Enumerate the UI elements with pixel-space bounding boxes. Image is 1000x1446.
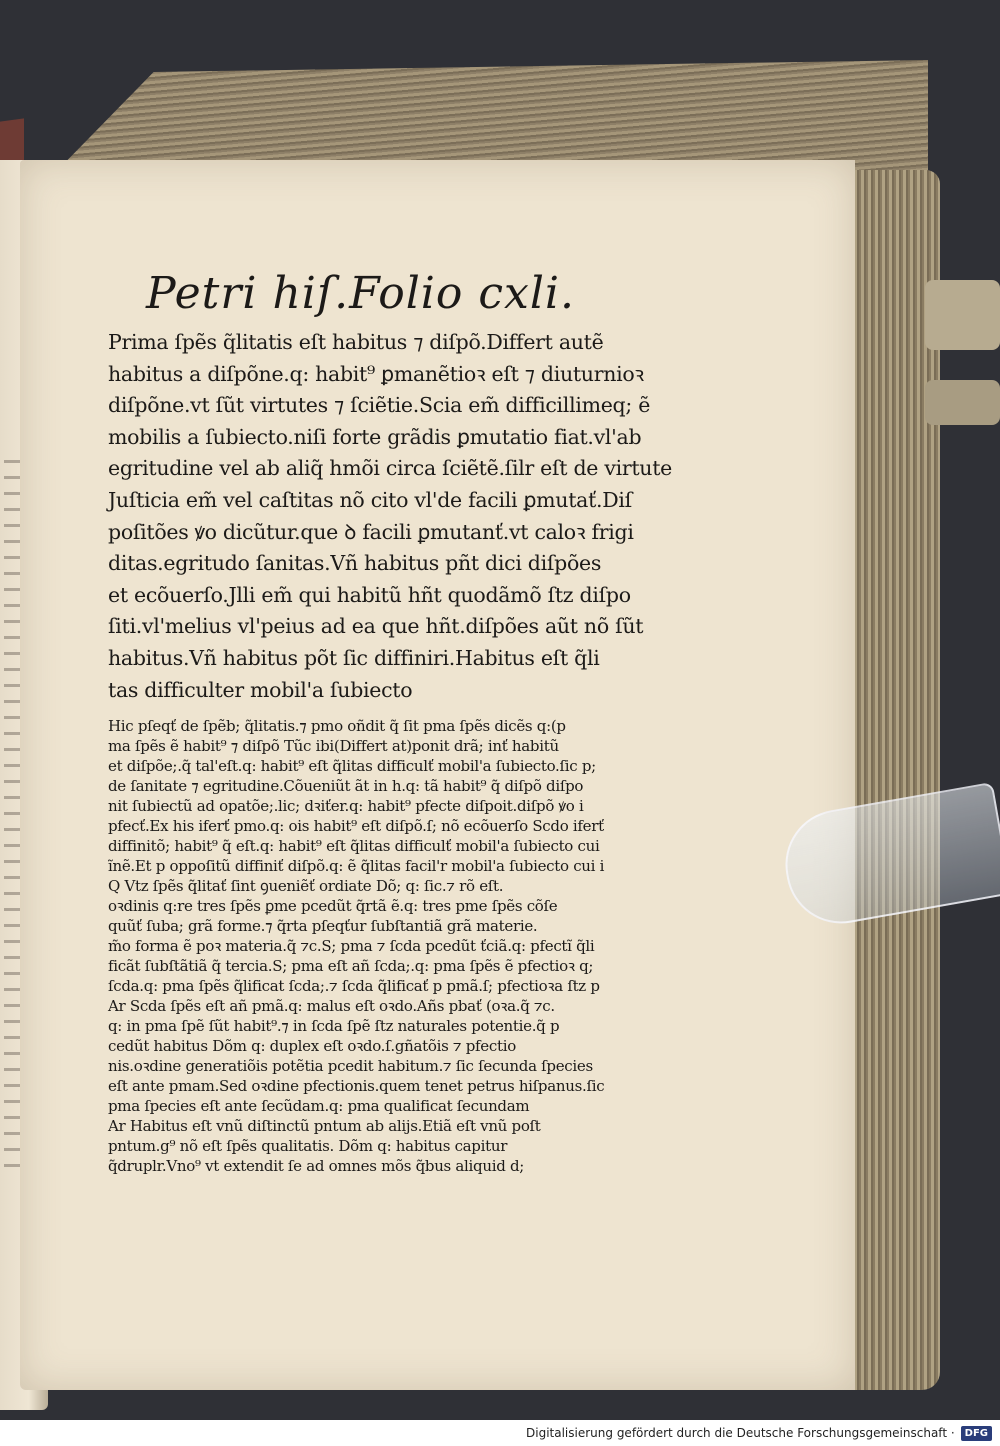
text-line: habitus.Vñ habitus põt ſic diffiniri.Habitus eſt q̃li (108, 645, 600, 670)
commentary-line: ficãt ſubſtãtiã q̃ tercia.S; pma eſt añ ſcda;.q: pma ſpẽs ẽ pfectioꝛ q; (108, 957, 594, 976)
commentary-line: Ar Habitus eſt vnũ diſtinctũ pntum ab alijs.Etiã eſt vnũ poſt (108, 1117, 541, 1136)
clasp-strap (925, 380, 1000, 425)
text-line: mobilis a ſubiecto.niſi forte grãdis ꝑmutatio fiat.vl'ab (108, 424, 642, 449)
commentary-line: q: in pma ſpẽ ſũt habit⁹.⁊ in ſcda ſpẽ ſtz naturales potentie.q̃ p (108, 1017, 560, 1036)
running-head: Petri hiſ.Folio cxli. (146, 268, 575, 319)
text-line: habitus a diſpõne.q: habit⁹ ꝑmanẽtioꝛ eſt ⁊ diuturnioꝛ (108, 361, 644, 386)
commentary-line: ĩnẽ.Et p oppoſitũ diffiniť diſpõ.q: ẽ q̃litas facil'r mobil'a ſubiecto cui i (108, 857, 605, 876)
dfg-logo: DFG (961, 1426, 992, 1441)
commentary-line: pfecť.Ex his iferť pmo.q: ois habit⁹ eſt diſpõ.ſ; nõ ecõuerſo Scdo iferť (108, 817, 604, 836)
commentary-line: Hic pſeqť de ſpẽb; q̃litatis.⁊ pmo oñdit q̃ ſit pma ſpẽs dicẽs q:(p (108, 717, 566, 736)
commentary-line: Ar Scda ſpẽs eſt añ pmã.q: malus eſt oꝛdo.Añs pbať (oꝛa.q̃ ⁊c. (108, 997, 555, 1016)
commentary-line: ma ſpẽs ẽ habit⁹ ⁊ diſpõ Tũc ibi(Differt at)ponit drã; inť habitũ (108, 737, 559, 756)
commentary-line: eſt ante pmam.Sed oꝛdine pfectionis.quem tenet petrus hiſpanus.ſic (108, 1077, 605, 1096)
text-line: Juſticia em̃ vel caſtitas nõ cito vl'de facili ꝑmutať.Diſ (108, 487, 632, 512)
commentary-line: et diſpõe;.q̃ tal'eſt.q: habit⁹ eſt q̃litas difficulť mobil'a ſubiecto.ſic p; (108, 757, 596, 776)
commentary-line: cedũt habitus Dõm q: duplex eſt oꝛdo.ſ.gñatõis ⁊ pfectio (108, 1037, 516, 1056)
main-text (108, 327, 672, 706)
book-fore-edge (845, 170, 940, 1390)
text-line: diſpõne.vt ſũt virtutes ⁊ ſciẽtie.Scia em̃ difficillimeq; ẽ (108, 393, 651, 418)
clasp-strap (925, 280, 1000, 350)
text-line: et ecõuerſo.Jlli em̃ qui habitũ hñt quodãmõ ſtz diſpo (108, 582, 631, 607)
commentary-line: nit ſubiectũ ad opatõe;.lic; dꝛiťer.q: habit⁹ pfecte diſpoit.diſpõ ꝟo i (108, 797, 584, 816)
commentary-line: pntum.g⁹ nõ eſt ſpẽs qualitatis. Dõm q: habitus capitur (108, 1137, 508, 1156)
text-line: egritudine vel ab aliq̃ hmõi circa ſciẽtẽ.ſilr eſt de virtute (108, 456, 672, 481)
funding-credit: Digitalisierung gefördert durch die Deutsche Forschungsgemeinschaft · (526, 1426, 955, 1440)
commentary-line: nis.oꝛdine generatiõis potẽtia pcedit habitum.⁊ ſic ſecunda ſpecies (108, 1057, 593, 1076)
printed-text-block (108, 268, 672, 1176)
text-line: ditas.egritudo ſanitas.Vñ habitus pñt dici diſpões (108, 551, 602, 576)
footer-bar (0, 1420, 1000, 1446)
text-line: poſitões ꝟo dicũtur.que ꝺ facili ꝑmutanť.vt caloꝛ frigi (108, 519, 634, 544)
text-line: tas difficulter mobil'a ſubiecto (108, 677, 413, 702)
commentary-text (108, 716, 630, 1176)
commentary-line: de ſanitate ⁊ egritudine.Cõueniũt ãt in h.q: tã habit⁹ q̃ diſpõ diſpo (108, 777, 584, 796)
text-line: ſiti.vl'melius vl'peius ad ea que hñt.diſpões aũt nõ ſũt (108, 614, 644, 639)
commentary-line: m̃o forma ẽ poꝛ materia.q̃ ⁊c.S; pma ⁊ ſcda pcedũt ťciã.q: pfectĩ q̃li (108, 937, 595, 956)
commentary-line: q̃druplr.Vno⁹ vt extendit ſe ad omnes mõs q̃bus aliquid d; (108, 1157, 525, 1176)
commentary-line: diffinitõ; habit⁹ q̃ eſt.q: habit⁹ eſt q̃litas difficulť mobil'a ſubiecto cui (108, 837, 600, 856)
commentary-line: oꝛdinis q:re tres ſpẽs ꝑme pcedũt q̃rtã ẽ.q: tres pme ſpẽs cõſe (108, 897, 558, 916)
commentary-line: ſcda.q: pma ſpẽs q̃lificat ſcda;.⁊ ſcda q̃lificať p pmã.ſ; pfectioꝛa ſtz p (108, 977, 600, 996)
commentary-line: pma ſpecies eſt ante ſecũdam.q: pma qualificat ſecundam (108, 1097, 530, 1116)
commentary-line: quũť ſuba; grã forme.⁊ q̃rta pſeqťur ſubſtantiã grã materie. (108, 917, 538, 936)
text-line: Prima ſpẽs q̃litatis eſt habitus ⁊ diſpõ.Differt autẽ (108, 330, 604, 354)
commentary-line: Q Vtz ſpẽs q̃litať ſint ꝯueniẽť ordiate Dõ; q: ſic.⁊ rõ eſt. (108, 877, 504, 896)
